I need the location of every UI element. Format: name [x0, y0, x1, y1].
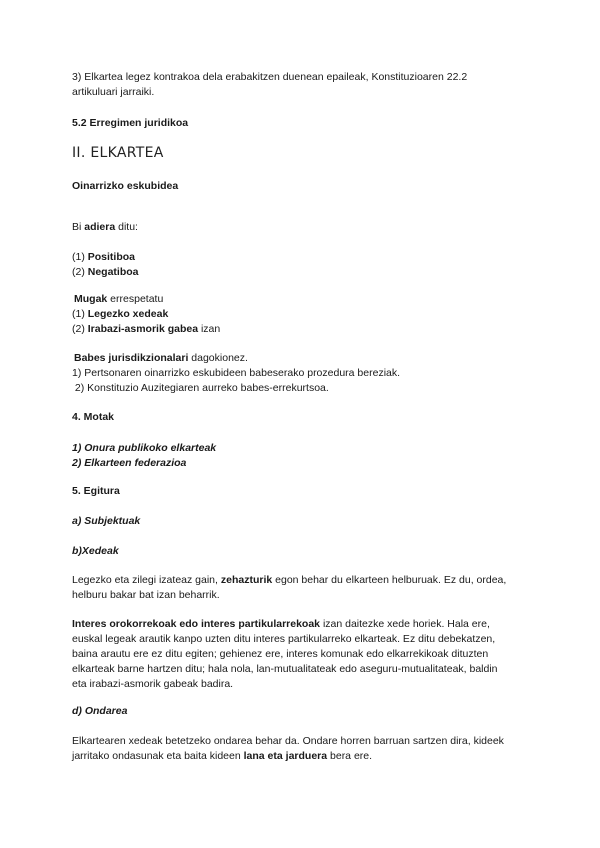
text: bera ere. [327, 750, 373, 762]
list-label: Irabazi-asmorik gabea [87, 323, 199, 335]
list-item [72, 265, 532, 280]
babes-block [72, 351, 532, 396]
list-item: 1) Onura publikoko elkarteak [72, 442, 217, 454]
adiera-list [72, 250, 532, 280]
heading-egitura: 5. Egitura [72, 485, 120, 497]
adiera-line [72, 220, 532, 235]
mugak-line [72, 292, 532, 307]
subheading-subjektuak: a) Subjektuak [72, 515, 141, 527]
list-number: (2) [72, 266, 88, 278]
bold-text: lana eta jarduera [243, 750, 328, 762]
mugak-block [72, 292, 532, 337]
text: egon behar du elkarteen helburuak. Ez du, ordea, helburu bakar bat izan beharrik. [72, 574, 507, 601]
text: izan daitezke xede horiek. Hala ere, euskal legeak arautik kanpo uzten ditu interes partikularreko elkarteak. Ez ditu debekatzen, baina arautu ere ez ditu egiten; gehienez ere, interes komunak edo elkarrekikoak dituzten elkarteak barne hartzen ditu; hala nola, lan-mutualitateak edo aseguru-mutualitateak, baldin eta irabazi-asmorik gabeak badira. [72, 618, 498, 690]
heading-motak: 4. Motak [72, 411, 115, 423]
list-item [72, 322, 532, 337]
text: izan [198, 323, 221, 335]
text: Elkartearen xedeak betetzeko ondarea behar da. Ondare horren barruan sartzen dira, kideek jarritako ondasunak eta baita kideen [72, 735, 504, 762]
subheading-xedeak: b)Xedeak [72, 545, 119, 557]
list-number: (1) [72, 308, 88, 320]
text: errespetatu [107, 293, 164, 305]
text: Bi [72, 221, 85, 233]
paragraph-line: artikuluari jarraiki. [72, 86, 155, 98]
paragraph-xedeak [72, 573, 512, 603]
paragraph-interes [72, 617, 512, 692]
bold-text: Mugak [74, 293, 108, 305]
paragraph-ondarea [72, 734, 512, 764]
list-item: 2) Elkarteen federazioa [72, 457, 187, 469]
list-item: 2) Konstituzio Auzitegiaren aurreko babes-errekurtsoa. [72, 382, 329, 394]
babes-line [72, 351, 532, 366]
heading-erregimen-juridikoa: 5.2 Erregimen juridikoa [72, 117, 189, 129]
list-item [72, 307, 532, 322]
motak-list [72, 441, 532, 471]
list-label: Legezko xedeak [87, 308, 169, 320]
text: dagokionez. [188, 352, 248, 364]
bold-text: zehazturik [220, 574, 273, 586]
subheading-ondarea: d) Ondarea [72, 705, 128, 717]
bold-text: Babes jurisdikzionalari [74, 352, 189, 364]
list-number: (2) [72, 323, 88, 335]
heading-elkartea: II. ELKARTEA [72, 145, 164, 161]
paragraph-line: 3) Elkartea legez kontrakoa dela erabakitzen duenean epaileak, Konstituzioaren 22.2 [72, 71, 468, 83]
list-label: Positiboa [87, 251, 136, 263]
list-item [72, 250, 532, 265]
paragraph-epaileak [72, 70, 532, 100]
heading-oinarrizko-eskubidea: Oinarrizko eskubidea [72, 180, 179, 192]
list-number: (1) [72, 251, 88, 263]
text: Legezko eta zilegi izateaz gain, [72, 574, 221, 586]
list-label: Negatiboa [87, 266, 139, 278]
text: ditu: [115, 221, 138, 233]
list-item: 1) Pertsonaren oinarrizko eskubideen babeserako prozedura bereziak. [72, 367, 401, 379]
bold-text: adiera [84, 221, 116, 233]
bold-text: Interes orokorrekoak edo interes partikularrekoak [72, 618, 321, 630]
